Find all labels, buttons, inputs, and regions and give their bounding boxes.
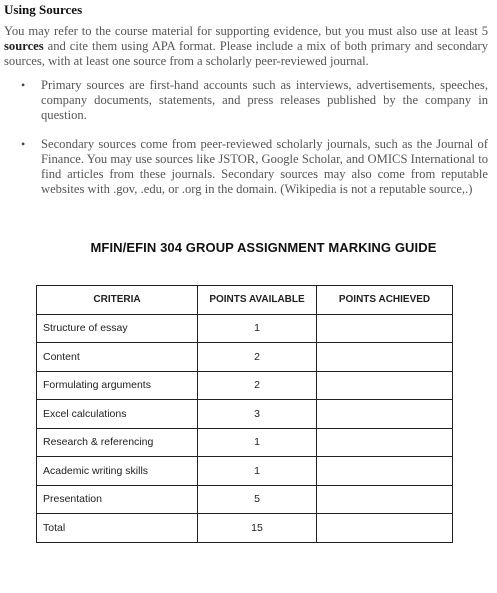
marking-guide-table	[36, 285, 453, 543]
table-header-row	[37, 286, 453, 315]
points-available-cell: 2	[198, 343, 317, 372]
table-row	[37, 457, 453, 486]
table-row	[37, 485, 453, 514]
bullet-icon: •	[21, 78, 26, 92]
table-row	[37, 314, 453, 343]
intro-text-part1: You may refer to the course material for supporting evidence, but you must also use at least 5	[4, 24, 488, 38]
criteria-cell: Academic writing skills	[37, 457, 198, 486]
points-achieved-cell[interactable]	[317, 428, 453, 457]
bullet-text-secondary: Secondary sources come from peer-reviewed scholarly journals, such as the Journal of Finance. You may use sources like JSTOR, Google Scholar, and OMICS International to find articles from these journals. Secondary sources may also come from reputable websites with .gov, .edu, or .org in the domain. (Wikipedia is not a reputable source,.)	[41, 137, 488, 196]
bullet-text-primary: Primary sources are first-hand accounts such as interviews, advertisements, speeches, company documents, statements, and press releases published by the company in question.	[41, 78, 488, 122]
points-available-cell: 3	[198, 400, 317, 429]
bullet-item-primary	[4, 78, 488, 123]
criteria-cell: Presentation	[37, 485, 198, 514]
marking-guide-title: MFIN/EFIN 304 GROUP ASSIGNMENT MARKING GUIDE	[90, 240, 437, 255]
points-achieved-cell[interactable]	[317, 457, 453, 486]
header-criteria: CRITERIA	[37, 286, 198, 315]
points-available-cell: 5	[198, 485, 317, 514]
points-achieved-cell[interactable]	[317, 314, 453, 343]
intro-paragraph	[4, 24, 488, 69]
points-available-total: 15	[198, 514, 317, 543]
points-achieved-cell[interactable]	[317, 343, 453, 372]
intro-text-part2: and cite them using APA format. Please include a mix of both primary and secondary sources, with at least one source from a scholarly peer-reviewed journal.	[4, 39, 488, 68]
bullet-item-secondary	[4, 137, 488, 197]
table-row-total	[37, 514, 453, 543]
table-row	[37, 371, 453, 400]
criteria-cell: Structure of essay	[37, 314, 198, 343]
bullet-icon: •	[21, 137, 26, 151]
points-available-cell: 1	[198, 457, 317, 486]
points-achieved-cell[interactable]	[317, 371, 453, 400]
criteria-cell: Excel calculations	[37, 400, 198, 429]
source-bullet-list	[4, 78, 488, 197]
criteria-cell: Content	[37, 343, 198, 372]
intro-text-bold: sources	[4, 39, 44, 53]
points-achieved-cell[interactable]	[317, 400, 453, 429]
points-achieved-cell[interactable]	[317, 485, 453, 514]
criteria-cell: Research & referencing	[37, 428, 198, 457]
points-available-cell: 1	[198, 428, 317, 457]
section-heading: Using Sources	[4, 2, 83, 17]
criteria-cell: Formulating arguments	[37, 371, 198, 400]
points-available-cell: 2	[198, 371, 317, 400]
table-row	[37, 400, 453, 429]
points-achieved-total[interactable]	[317, 514, 453, 543]
criteria-cell-total: Total	[37, 514, 198, 543]
table-row	[37, 428, 453, 457]
header-points-achieved: POINTS ACHIEVED	[317, 286, 453, 315]
header-points-available: POINTS AVAILABLE	[198, 286, 317, 315]
table-row	[37, 343, 453, 372]
points-available-cell: 1	[198, 314, 317, 343]
